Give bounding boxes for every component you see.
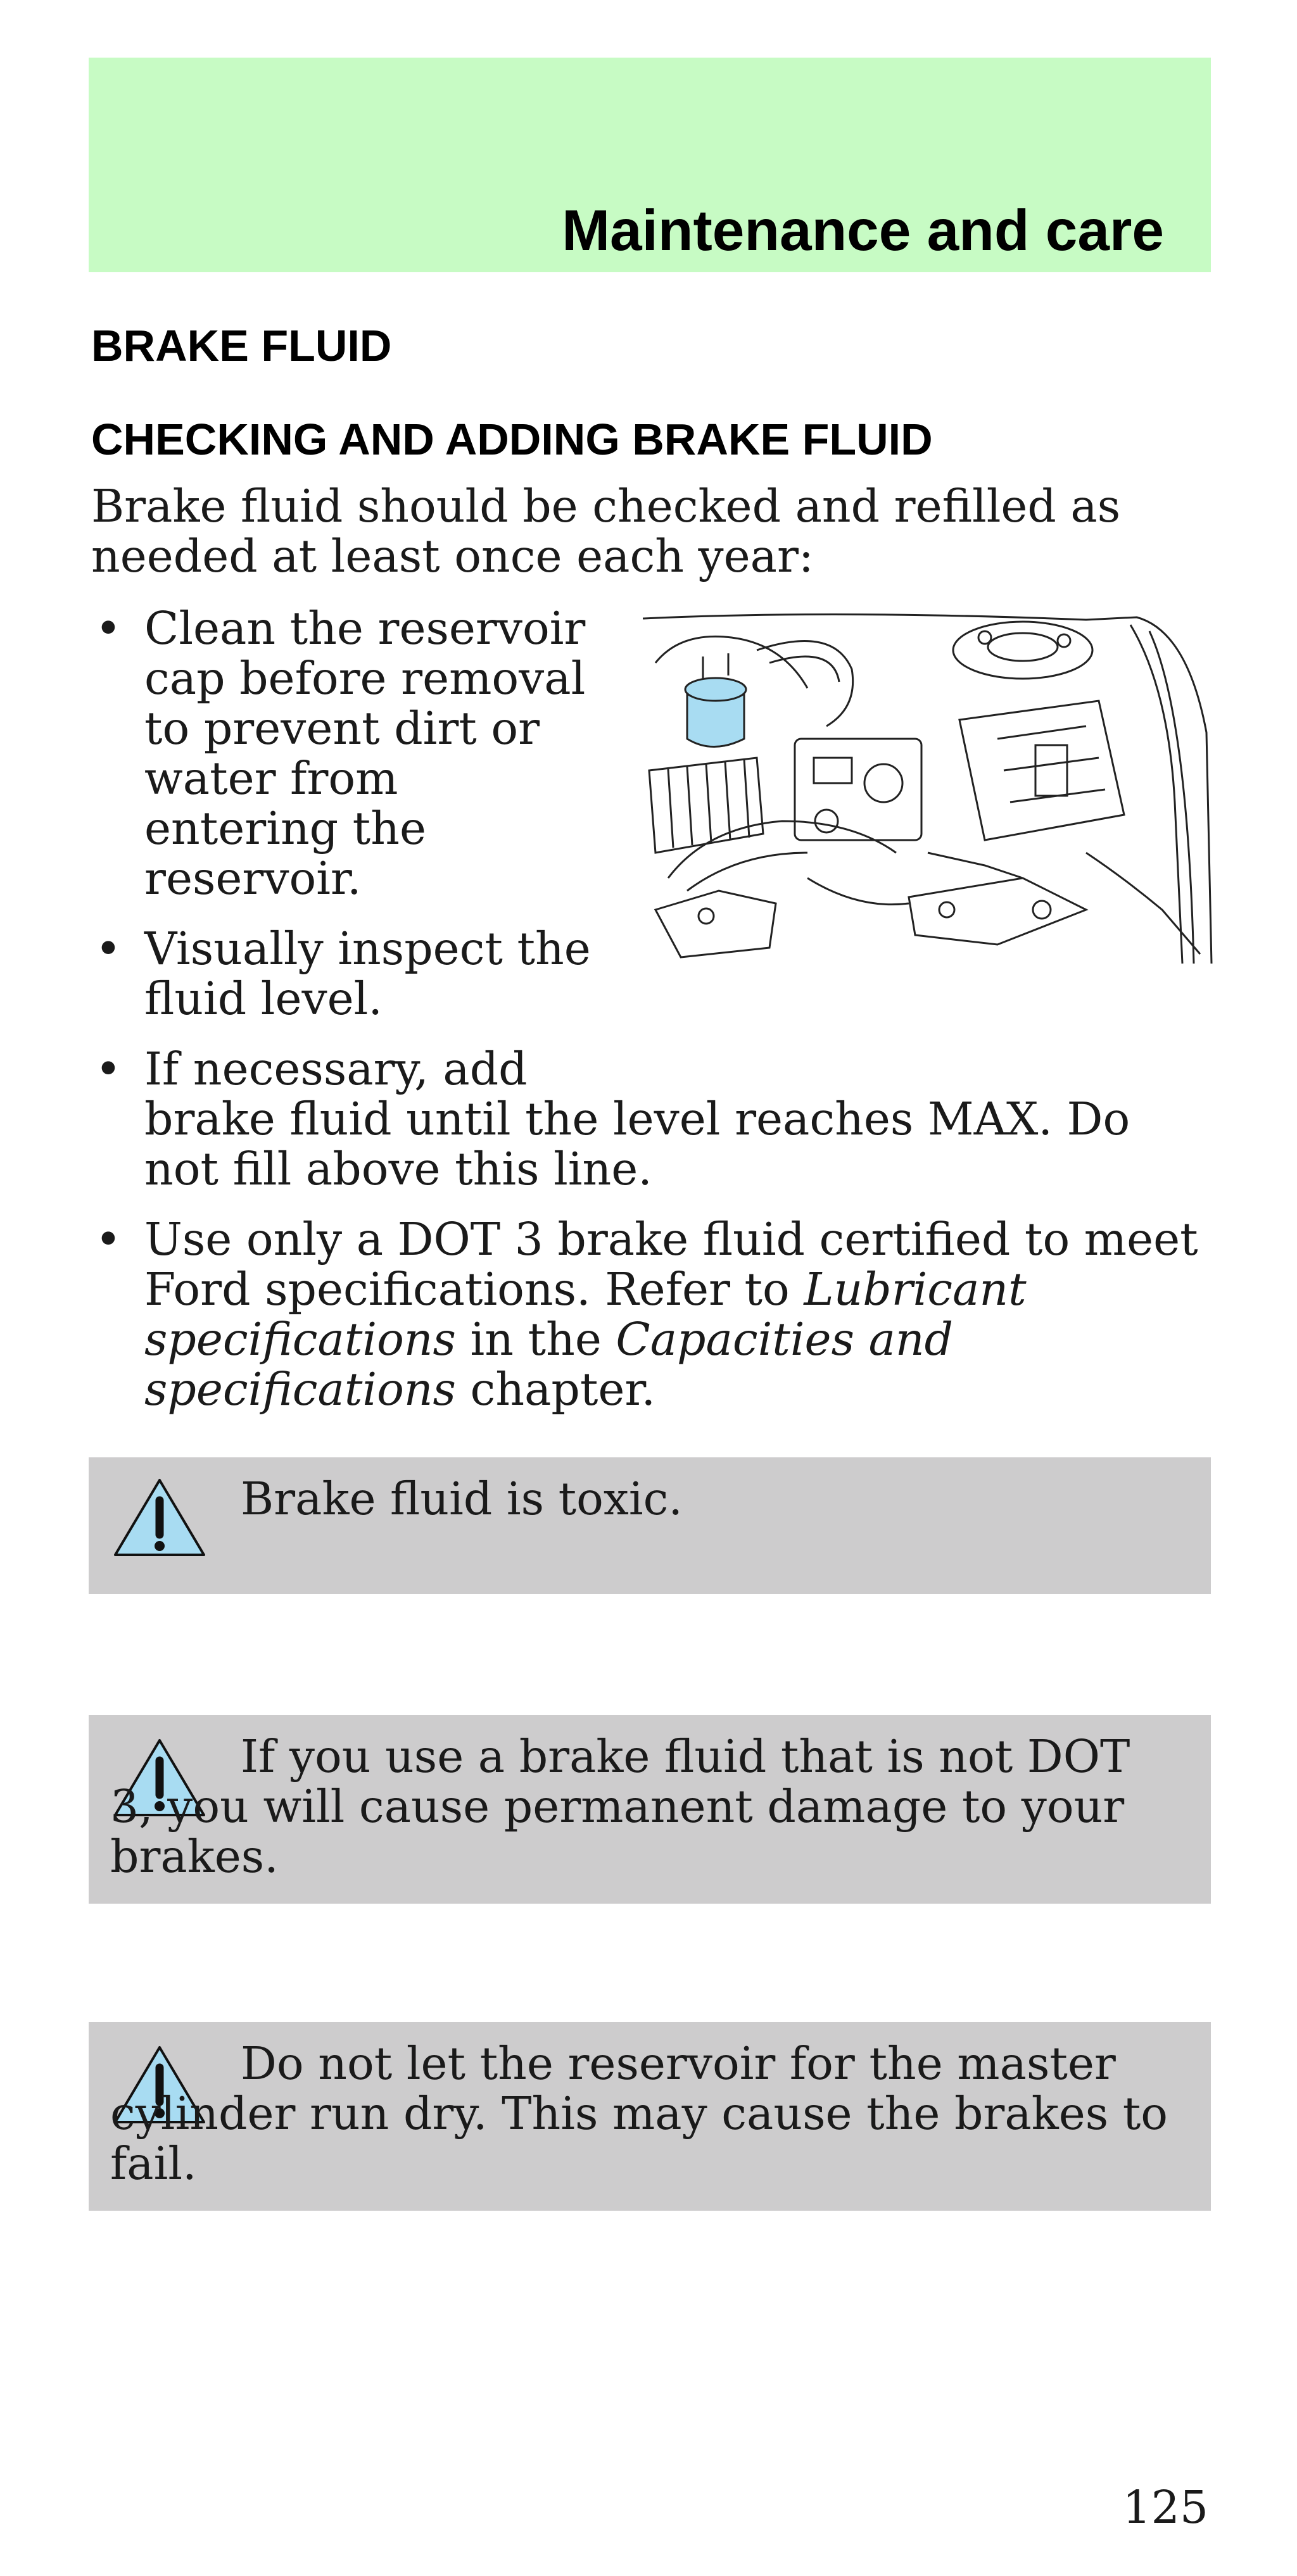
engine-bolt — [815, 810, 838, 832]
front-bracket — [655, 891, 776, 957]
battery — [959, 701, 1124, 840]
list-item — [91, 1044, 1212, 1194]
warning-text: Brake fluid is toxic. — [241, 1473, 683, 1525]
reference-chapter-text: Capacities and specifications — [144, 1313, 954, 1416]
bracket-bolt — [699, 908, 714, 924]
bolt — [978, 631, 991, 644]
page-number: 125 — [1122, 2481, 1208, 2534]
bullet-marker: • — [95, 922, 122, 975]
intro-paragraph: Brake fluid should be checked and refilled as needed at least once each year: — [91, 480, 1121, 582]
battery-lines — [997, 726, 1105, 802]
list-item-text: brake fluid until the level reaches MAX. Do not fill above this line. — [144, 1093, 1130, 1195]
hood-hinge — [1130, 625, 1182, 964]
strut-tower — [953, 622, 1092, 679]
list-item — [91, 924, 600, 1024]
list-item — [91, 1214, 1212, 1414]
reference-link-text: Lubricant specifications — [144, 1263, 1027, 1366]
list-item-text: Use only a DOT 3 brake fluid certified to meet Ford specifications. Refer to — [144, 1213, 1198, 1316]
lower-hose — [687, 853, 807, 891]
warning-box — [89, 2022, 1211, 2211]
page-title: Maintenance and care — [562, 199, 1164, 263]
header-band — [89, 58, 1211, 272]
engine-compartment-illustration — [643, 612, 1213, 970]
bullet-marker: • — [95, 1043, 122, 1095]
list-item-text: Clean the reservoir cap before removal to prevent dirt or water from entering the reservoir. — [144, 602, 586, 905]
hose — [769, 657, 839, 682]
section-subheading: CHECKING AND ADDING BRAKE FLUID — [91, 415, 933, 464]
list-item-text: Visually inspect the fluid level. — [144, 922, 591, 1025]
bolt — [1058, 634, 1070, 647]
section-heading: BRAKE FLUID — [91, 321, 392, 370]
engine-part — [814, 758, 852, 783]
reservoir-lines — [703, 653, 728, 679]
bullet-marker: • — [95, 1213, 122, 1266]
strut-cap — [988, 633, 1058, 661]
radiator-support — [909, 878, 1086, 945]
engine-pulley — [864, 764, 902, 802]
warning-box — [89, 1457, 1211, 1594]
list-item-text: in the — [455, 1313, 616, 1366]
lower-hose — [668, 821, 896, 878]
warning-text: If you use a brake fluid that is not DOT 3, you will cause permanent damage to your brakes. — [110, 1730, 1130, 1883]
engine-block — [795, 739, 921, 840]
hood-edge — [1149, 631, 1194, 964]
fender-line — [1086, 853, 1200, 954]
battery-label — [1035, 745, 1067, 796]
warning-box — [89, 1715, 1211, 1904]
intake-ribs — [668, 759, 749, 848]
bullet-marker: • — [95, 602, 122, 655]
support-bolt — [1033, 901, 1051, 919]
support-bolt — [939, 902, 954, 917]
list-item-text: chapter. — [455, 1363, 656, 1416]
list-item — [91, 603, 600, 903]
reservoir-cap — [685, 678, 746, 701]
warning-text: Do not let the reservoir for the master cylinder run dry. This may cause the brakes to fail. — [110, 2037, 1168, 2190]
wire — [928, 853, 1023, 878]
list-item-text: If necessary, add — [144, 1043, 528, 1095]
wire — [807, 878, 909, 905]
